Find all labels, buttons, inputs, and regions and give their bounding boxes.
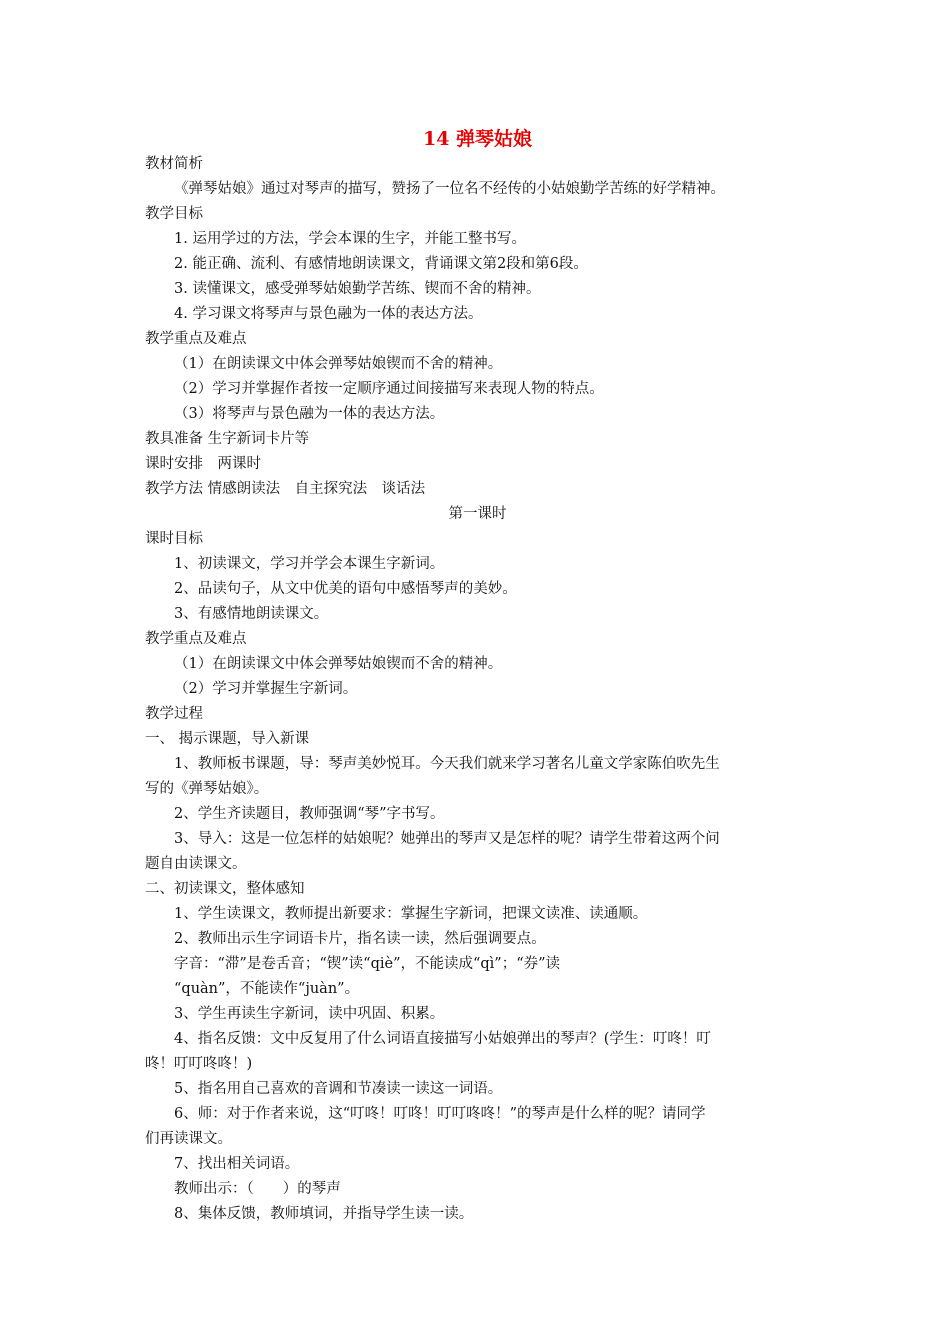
text-line: 1、教师板书课题，导：琴声美妙悦耳。今天我们就来学习著名儿童文学家陈伯吹先生 <box>174 756 720 772</box>
text-line: 第一课时 <box>448 506 507 522</box>
text-line: （1）在朗读课文中体会弹琴姑娘锲而不舍的精神。 <box>174 656 503 672</box>
text-line: 5、指名用自己喜欢的音调和节凑读一读这一词语。 <box>174 1081 503 1097</box>
text-line: 1、初读课文，学习并学会本课生字新词。 <box>174 556 445 572</box>
text-line: 教学过程 <box>145 706 203 722</box>
text-line: 二、初读课文，整体感知 <box>145 881 305 897</box>
text-line: 3、学生再读生字新词，读中巩固、积累。 <box>174 1006 445 1022</box>
text-line: 教具准备 生字新词卡片等 <box>145 431 310 447</box>
text-line: 教学重点及难点 <box>145 631 247 647</box>
text-line: 教学方法 情感朗读法 自主探究法 谈话法 <box>145 481 426 497</box>
text-line: 1、学生读课文，教师提出新要求：掌握生字新词，把课文读准、读通顺。 <box>174 906 648 922</box>
text-line: 8、集体反馈，教师填词，并指导学生读一读。 <box>174 1206 474 1222</box>
text-line: （2）学习并掌握生字新词。 <box>174 681 358 697</box>
text-line: 题自由读课文。 <box>145 856 247 872</box>
text-line: 字音：“滞”是卷舌音；“锲”读“qiè”，不能读成“qì”；“券”读 <box>174 956 561 972</box>
text-line: 2、教师出示生字词语卡片，指名读一读，然后强调要点。 <box>174 931 546 947</box>
text-line: 教材简析 <box>145 156 203 172</box>
text-line: 写的《弹琴姑娘》。 <box>145 781 269 797</box>
text-line: 教师出示：（ ）的琴声 <box>174 1181 341 1197</box>
text-line: 6、师：对于作者来说，这“叮咚！叮咚！叮叮咚咚！”的琴声是什么样的呢？请同学 <box>174 1106 706 1122</box>
text-line: 4、指名反馈：文中反复用了什么词语直接描写小姑娘弹出的琴声？(学生：叮咚！叮 <box>174 1031 711 1047</box>
text-line: 3、有感情地朗读课文。 <box>174 606 329 622</box>
text-line: 4. 学习课文将琴声与景色融为一体的表达方法。 <box>174 306 483 322</box>
text-line: 一、 揭示课题，导入新课 <box>145 731 310 747</box>
text-line: 2、学生齐读题目，教师强调“琴”字书写。 <box>174 806 445 822</box>
text-line: 们再读课文。 <box>145 1131 232 1147</box>
text-line: 咚！叮叮咚咚！) <box>145 1056 253 1072</box>
lesson-plan-document <box>145 126 810 1227</box>
text-line: （1）在朗读课文中体会弹琴姑娘锲而不舍的精神。 <box>174 356 503 372</box>
page-title: 14 弹琴姑娘 <box>422 128 533 150</box>
text-line: 3、导入：这是一位怎样的姑娘呢？她弹出的琴声又是怎样的呢？请学生带着这两个问 <box>174 831 720 847</box>
text-line: 《弹琴姑娘》通过对琴声的描写，赞扬了一位名不经传的小姑娘勤学苦练的好学精神。 <box>174 181 725 197</box>
text-line: 教学重点及难点 <box>145 331 247 347</box>
text-line: 2. 能正确、流利、有感情地朗读课文，背诵课文第2段和第6段。 <box>174 256 588 272</box>
text-line: （2）学习并掌握作者按一定顺序通过间接描写来表现人物的特点。 <box>174 381 604 397</box>
text-line: 课时目标 <box>145 531 203 547</box>
text-line: “quàn”，不能读作“juàn”。 <box>174 981 360 997</box>
text-line: 3. 读懂课文，感受弹琴姑娘勤学苦练、锲而不舍的精神。 <box>174 281 541 297</box>
text-line: 1. 运用学过的方法，学会本课的生字，并能工整书写。 <box>174 231 526 247</box>
text-line: 7、找出相关词语。 <box>174 1156 300 1172</box>
text-line: （3）将琴声与景色融为一体的表达方法。 <box>174 406 445 422</box>
document-body <box>145 152 810 1227</box>
text-line: 课时安排 两课时 <box>145 456 261 472</box>
text-line: 2、品读句子，从文中优美的语句中感悟琴声的美妙。 <box>174 581 517 597</box>
text-line: 教学目标 <box>145 206 203 222</box>
